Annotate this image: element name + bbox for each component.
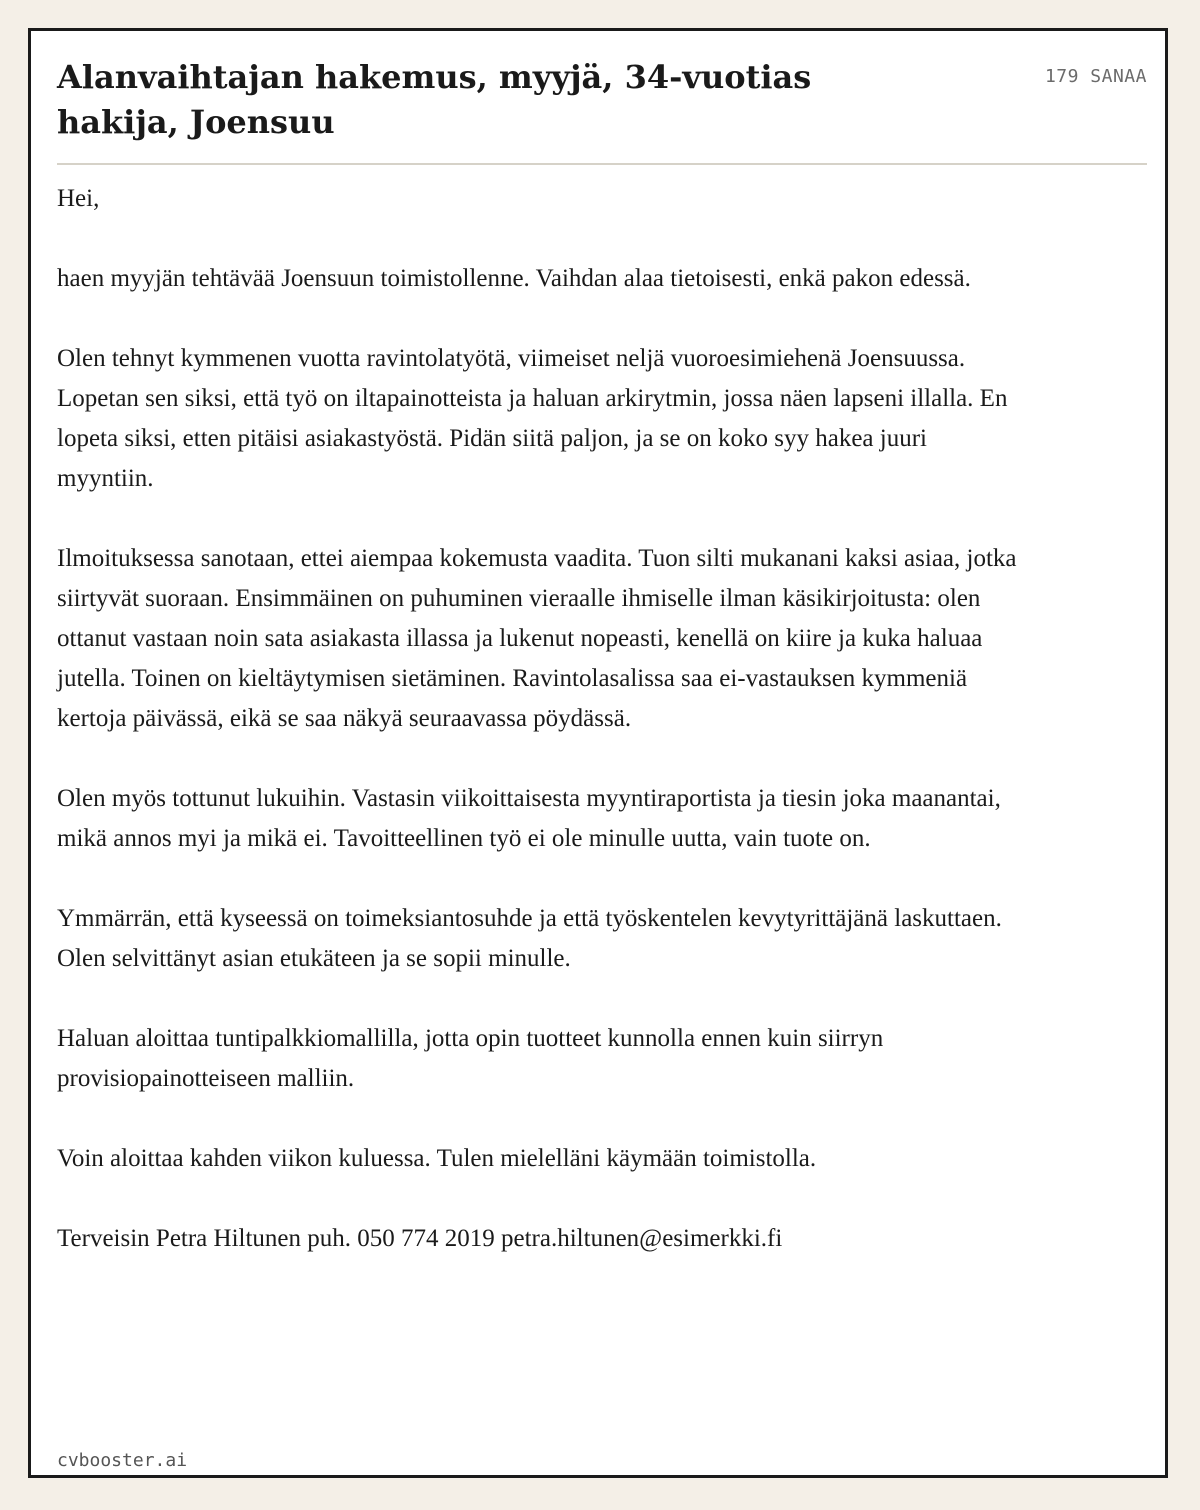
- letter-paragraph: Olen tehnyt kymmenen vuotta ravintolatyötä, viimeiset neljä vuoroesimiehenä Joensuussa. Lopetan sen siksi, että työ on iltapainotteista ja haluan arkirytmin, jossa näen lapseni illalla. En lopeta siksi, etten pitäisi asiakastyöstä. Pidän siitä paljon, ja se on koko syy hakea juuri myyntiin.: [57, 345, 1008, 492]
- letter-signature: Terveisin Petra Hiltunen puh. 050 774 2019 petra.hiltunen@esimerkki.fi: [57, 1225, 783, 1252]
- footer-brand: cvbooster.ai: [57, 1450, 188, 1471]
- letter-paragraph: Ymmärrän, että kyseessä on toimeksiantosuhde ja että työskentelen kevytyrittäjänä laskuttaen. Olen selvittänyt asian etukäteen ja se sopii minulle.: [57, 905, 1002, 972]
- letter-body: [57, 179, 1017, 1259]
- letter-paragraph: Olen myös tottunut lukuihin. Vastasin viikoittaisesta myyntiraportista ja tiesin joka maanantai, mikä annos myi ja mikä ei. Tavoitteellinen työ ei ole minulle uutta, vain tuote on.: [57, 785, 1001, 852]
- letter-paragraph: Ilmoituksessa sanotaan, ettei aiempaa kokemusta vaadita. Tuon silti mukanani kaksi asiaa, jotka siirtyvät suoraan. Ensimmäinen on puhuminen vieraalle ihmiselle ilman käsikirjoitusta: olen ottanut vastaan noin sata asiakasta illassa ja lukenut nopeasti, kenellä on kiire ja kuka haluaa jutella. Toinen on kieltäytymisen sietäminen. Ravintolasalissa saa ei-vastauksen kymmeniä kertoja päivässä, eikä se saa näkyä seuraavassa pöydässä.: [57, 545, 1017, 732]
- letter-greeting: Hei,: [57, 185, 100, 212]
- letter-title: Alanvaihtajan hakemus, myyjä, 34-vuotias hakija, Joensuu: [57, 58, 812, 141]
- letter-paragraph: Voin aloittaa kahden viikon kuluessa. Tulen mielelläni käymään toimistolla.: [57, 1145, 817, 1172]
- letter-header: [57, 51, 1147, 165]
- letter-paragraph: Haluan aloittaa tuntipalkkiomallilla, jotta opin tuotteet kunnolla ennen kuin siirryn provisiopainotteiseen malliin.: [57, 1025, 884, 1092]
- word-count-badge: 179 SANAA: [1044, 66, 1147, 87]
- cover-letter-card: [28, 28, 1168, 1478]
- letter-paragraph: haen myyjän tehtävää Joensuun toimistollenne. Vaihdan alaa tietoisesti, enkä pakon edessä.: [57, 265, 971, 292]
